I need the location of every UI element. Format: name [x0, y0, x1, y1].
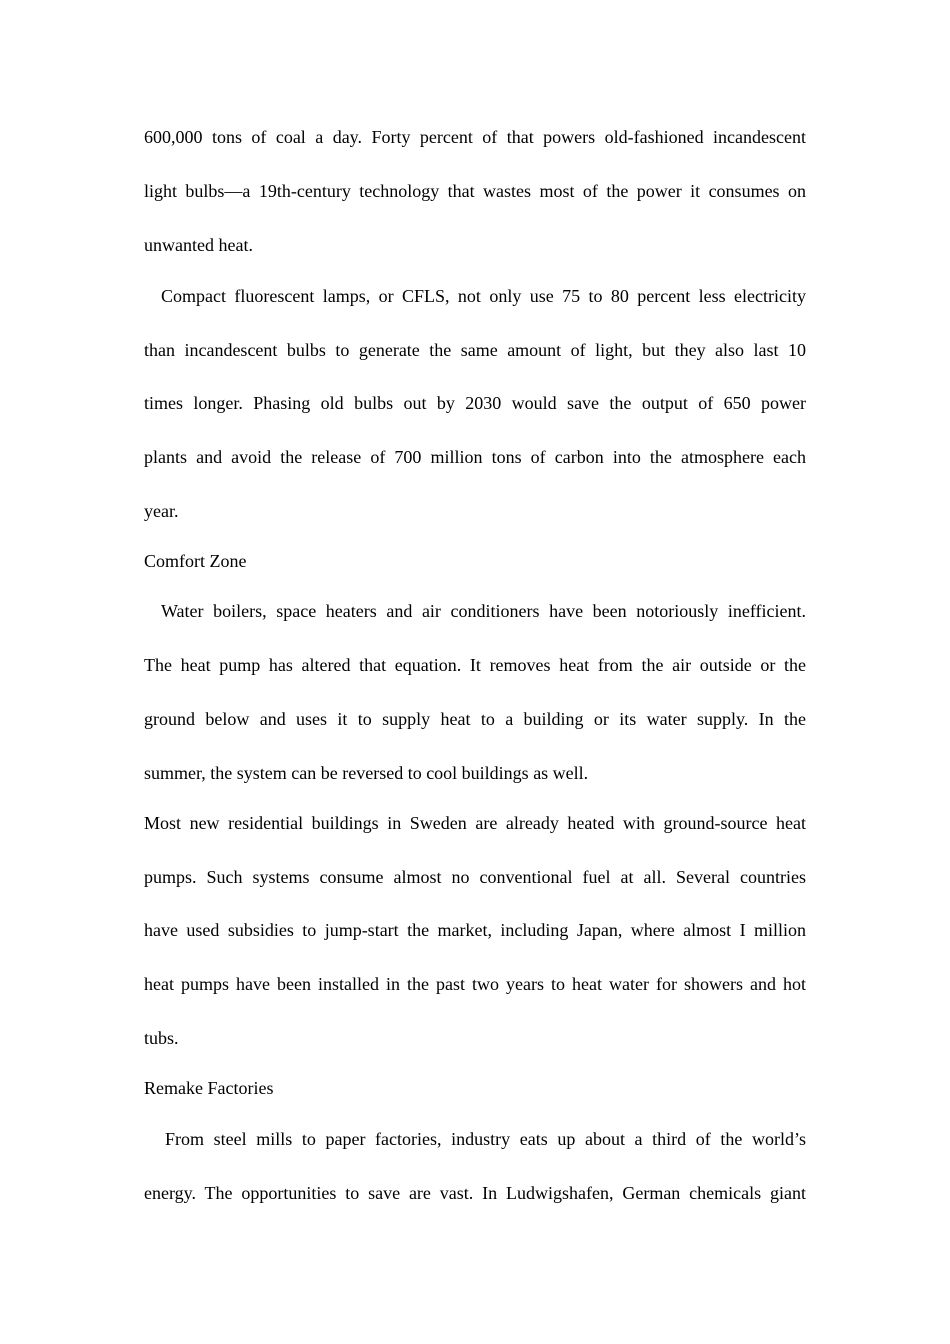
text-line: ground below and uses it to supply heat to a building or its water supply. In the [144, 709, 806, 729]
text-line: times longer. Phasing old bulbs out by 2030 would save the output of 650 power [144, 393, 806, 413]
text-line: 600,000 tons of coal a day. Forty percent of that powers old-fashioned incandescent [144, 127, 806, 147]
section-heading: Remake Factories [144, 1078, 274, 1098]
text-line: energy. The opportunities to save are vast. In Ludwigshafen, German chemicals giant [144, 1183, 806, 1203]
text-line: From steel mills to paper factories, industry eats up about a third of the world’s [165, 1129, 806, 1149]
text-line: summer, the system can be reversed to cool buildings as well. [144, 763, 589, 783]
text-line: have used subsidies to jump-start the market, including Japan, where almost I million [144, 920, 806, 940]
text-line: plants and avoid the release of 700 million tons of carbon into the atmosphere each [144, 447, 806, 467]
text-line: light bulbs—a 19th-century technology that wastes most of the power it consumes on [144, 181, 806, 201]
text-line: Compact fluorescent lamps, or CFLS, not only use 75 to 80 percent less electricity [161, 286, 806, 306]
text-line: Water boilers, space heaters and air conditioners have been notoriously inefficient. [161, 601, 806, 621]
text-line: heat pumps have been installed in the past two years to heat water for showers and hot [144, 974, 806, 994]
text-line: Most new residential buildings in Sweden are already heated with ground-source heat [144, 813, 806, 833]
text-line: tubs. [144, 1028, 179, 1048]
text-line: The heat pump has altered that equation. It removes heat from the air outside or the [144, 655, 806, 675]
section-heading: Comfort Zone [144, 551, 247, 571]
text-line: unwanted heat. [144, 235, 253, 255]
text-line: than incandescent bulbs to generate the same amount of light, but they also last 10 [144, 340, 806, 360]
text-line: pumps. Such systems consume almost no conventional fuel at all. Several countries [144, 867, 806, 887]
text-line: year. [144, 501, 179, 521]
